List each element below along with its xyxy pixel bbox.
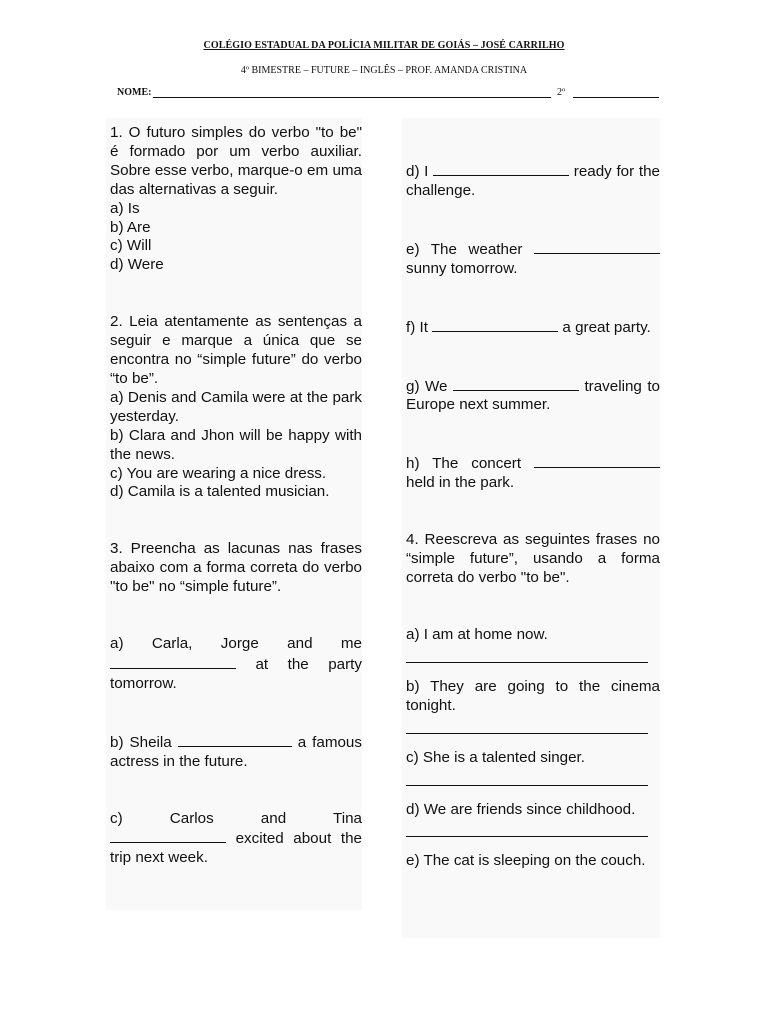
q3-item-b: b) Sheila a famous actress in the future. (110, 733, 362, 770)
q2-option-a: a) Denis and Camila were at the park yesterday. (110, 388, 362, 425)
q3-g-blank[interactable] (453, 376, 579, 391)
worksheet-subtitle: 4º BIMESTRE – FUTURE – INGLÊS – PROF. AMANDA CRISTINA (240, 65, 528, 76)
q2-option-d: d) Camila is a talented musician. (110, 483, 330, 501)
q3-f-blank[interactable] (432, 317, 558, 332)
q2-option-b: b) Clara and Jhon will be happy with the news. (110, 426, 362, 463)
q4-item-c: c) She is a talented singer. (406, 748, 585, 766)
question-4-text: 4. Reescreva as seguintes frases no “simple future”, usando a forma correta do verbo "to be". (406, 531, 660, 586)
q4-item-b: b) They are going to the cinema tonight. (406, 677, 660, 714)
q3-item-c: c) Carlos and Tina excited about the trip next week. (110, 809, 362, 867)
school-name: COLÉGIO ESTADUAL DA POLÍCIA MILITAR DE GOIÁS – JOSÉ CARRILHO (203, 40, 565, 51)
q3-e-blank[interactable] (534, 239, 660, 254)
q3-item-d: d) I ready for the challenge. (406, 163, 660, 199)
q3-item-e: e) The weather sunny tomorrow. (406, 239, 660, 279)
grade-label: 2º (557, 87, 566, 98)
q1-option-a: a) Is (110, 199, 140, 217)
q3-item-h: h) The concert held in the park. (406, 453, 660, 493)
q3-item-a: a) Carla, Jorge and me at the party tomorrow. (110, 635, 362, 692)
name-line[interactable] (153, 88, 551, 98)
q3-c-blank[interactable] (110, 828, 226, 843)
question-3-text: 3. Preencha as lacunas nas frases abaixo com a forma correta do verbo "to be" no “simple future”. (110, 540, 362, 596)
grade-line[interactable] (573, 88, 659, 98)
left-column (106, 118, 362, 910)
q4-item-d: d) We are friends since childhood. (406, 800, 636, 818)
q3-b-blank[interactable] (178, 732, 292, 747)
question-2-text: 2. Leia atentamente as sentenças a seguir e marque a única que se encontra no “simple future” do verbo “to be”. (110, 313, 362, 387)
q2-option-c: c) You are wearing a nice dress. (110, 464, 327, 482)
q3-a-blank[interactable] (110, 654, 236, 669)
grade-field[interactable] (557, 87, 659, 98)
name-label: NOME: (117, 87, 152, 98)
name-field[interactable] (117, 87, 551, 98)
q4-item-e: e) The cat is sleeping on the couch. (406, 852, 646, 870)
q3-d-blank[interactable] (433, 161, 569, 176)
q4-b-answer-line[interactable] (406, 719, 648, 734)
right-column (402, 118, 660, 938)
q1-option-d: d) Were (110, 256, 164, 274)
q3-item-g: g) We traveling to Europe next summer. (406, 377, 660, 414)
q3-item-f: f) It a great party. (406, 318, 651, 336)
q4-a-answer-line[interactable] (406, 648, 648, 663)
q3-h-blank[interactable] (534, 453, 660, 468)
q4-item-a: a) I am at home now. (406, 625, 548, 643)
q1-option-c: c) Will (110, 237, 152, 255)
q1-option-b: b) Are (110, 218, 151, 236)
question-1-text: 1. O futuro simples do verbo "to be" é formado por um verbo auxiliar. Sobre esse verbo, marque-o em uma das alternativas a seguir. (110, 124, 362, 198)
q4-c-answer-line[interactable] (406, 771, 648, 786)
q4-d-answer-line[interactable] (406, 822, 648, 837)
